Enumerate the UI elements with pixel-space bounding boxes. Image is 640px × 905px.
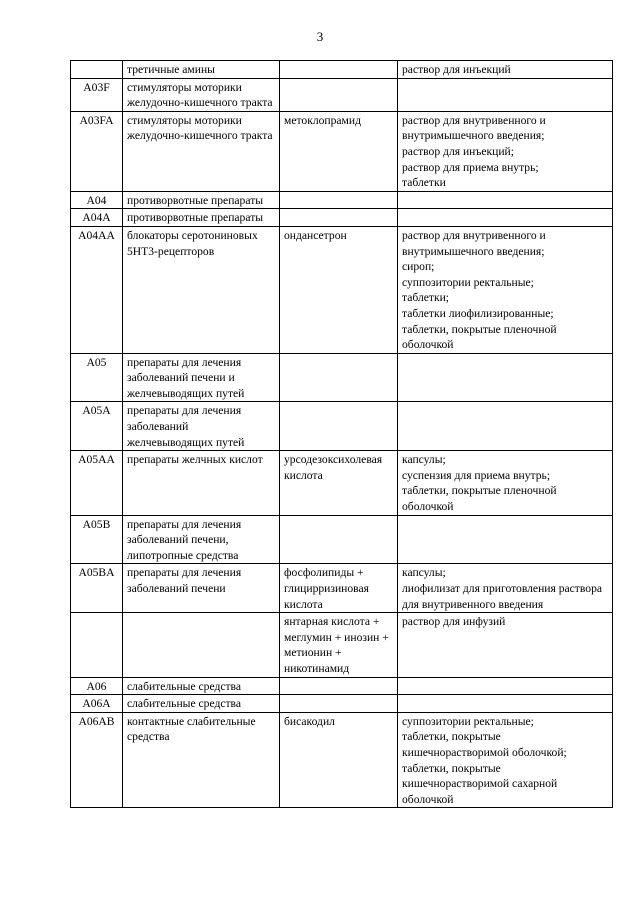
table-row [71,191,613,209]
medicinal-substance-cell [280,61,398,79]
anatomical-therapeutic-group-cell: препараты желчных кислот [123,451,280,515]
dosage-form-item: раствор для инфузий [402,615,506,629]
anatomical-therapeutic-group-cell [123,613,280,677]
dosage-forms-cell [398,613,613,677]
dosage-form-item: раствор для внутривенного и внутримышечного введения; [402,113,546,143]
anatomical-therapeutic-group-cell: стимуляторы моторики желудочно-кишечного тракта [123,111,280,191]
dosage-forms-cell [398,677,613,695]
table-body [71,61,613,808]
atc-code-cell [71,61,123,79]
anatomical-therapeutic-group-cell: слабительные средства [123,695,280,713]
dosage-form-item: капсулы; [402,566,446,580]
atc-code-cell: A03F [71,78,123,111]
anatomical-therapeutic-group-cell: противорвотные препараты [123,209,280,227]
table-row [71,695,613,713]
table-row [71,613,613,677]
dosage-forms-cell [398,226,613,353]
drug-classification-table [70,60,613,808]
anatomical-therapeutic-group-cell: препараты для лечения заболеваний печени и желчевыводящих путей [123,353,280,402]
atc-code-cell: A05B [71,515,123,564]
dosage-form-item: таблетки, покрытые кишечнорастворимой сахарной оболочкой [402,761,558,806]
anatomical-therapeutic-group-cell: препараты для лечения заболеваний печени, липотропные средства [123,515,280,564]
page-number: 3 [316,29,324,44]
dosage-form-item: раствор для внутривенного и внутримышечного введения; [402,228,546,258]
table-row [71,515,613,564]
atc-code-cell: A04A [71,209,123,227]
medicinal-substance-cell [280,78,398,111]
medicinal-substance-cell: ондансетрон [280,226,398,353]
table-row [71,451,613,515]
dosage-forms-cell [398,209,613,227]
table-row [71,712,613,808]
anatomical-therapeutic-group-cell: третичные амины [123,61,280,79]
atc-code-cell: A06 [71,677,123,695]
dosage-forms-cell [398,78,613,111]
medicinal-substance-cell [280,353,398,402]
medicinal-substance-cell [280,209,398,227]
anatomical-therapeutic-group-cell: слабительные средства [123,677,280,695]
dosage-forms-cell [398,712,613,808]
dosage-forms-cell [398,515,613,564]
anatomical-therapeutic-group-cell: противорвотные препараты [123,191,280,209]
dosage-form-item: таблетки, покрытые кишечнорастворимой оболочкой; [402,730,567,759]
dosage-forms-cell [398,111,613,191]
atc-code-cell: A05 [71,353,123,402]
table-row [71,61,613,79]
dosage-form-item: суппозитории ректальные; [402,275,534,289]
atc-code-cell: A04 [71,191,123,209]
dosage-form-item: раствор для инъекций [402,63,511,76]
dosage-form-item: суспензия для приема внутрь; [402,468,551,482]
table-row [71,78,613,111]
dosage-form-item: сироп; [402,260,435,274]
medicinal-substance-cell [280,695,398,713]
anatomical-therapeutic-group-cell: блокаторы серотониновых 5HT3-рецепторов [123,226,280,353]
atc-code-cell: A04AA [71,226,123,353]
table-row [71,226,613,353]
table-row [71,564,613,613]
dosage-forms-cell [398,564,613,613]
atc-code-cell: A03FA [71,111,123,191]
dosage-forms-cell [398,353,613,402]
table-row [71,209,613,227]
anatomical-therapeutic-group-cell: препараты для лечения заболеваний печени [123,564,280,613]
atc-code-cell: A05BA [71,564,123,613]
dosage-forms-cell [398,451,613,515]
dosage-forms-cell [398,402,613,451]
table-row [71,677,613,695]
atc-code-cell: A06AB [71,712,123,808]
dosage-form-item: таблетки [402,176,446,190]
medicinal-substance-cell [280,191,398,209]
table-row [71,111,613,191]
dosage-form-item: таблетки, покрытые пленочной оболочкой [402,484,557,514]
medicinal-substance-cell: бисакодил [280,712,398,808]
medicinal-substance-cell: метоклопрамид [280,111,398,191]
medicinal-substance-cell [280,677,398,695]
dosage-forms-cell [398,61,613,79]
table-row [71,402,613,451]
dosage-form-item: таблетки; [402,291,450,305]
anatomical-therapeutic-group-cell: контактные слабительные средства [123,712,280,808]
dosage-form-item: капсулы; [402,453,446,467]
dosage-form-item: таблетки лиофилизированные; [402,306,554,320]
medicinal-substance-cell [280,402,398,451]
anatomical-therapeutic-group-cell: препараты для лечения заболеваний желчевыводящих путей [123,402,280,451]
medicinal-substance-cell: урсодезоксихолевая кислота [280,451,398,515]
medicinal-substance-cell: фосфолипиды + глицирризиновая кислота [280,564,398,613]
dosage-form-item: раствор для инъекций; [402,144,514,158]
table-row [71,353,613,402]
anatomical-therapeutic-group-cell: стимуляторы моторики желудочно-кишечного тракта [123,78,280,111]
dosage-form-item: таблетки, покрытые пленочной оболочкой [402,322,557,352]
atc-code-cell: A05A [71,402,123,451]
dosage-forms-cell [398,191,613,209]
atc-code-cell [71,613,123,677]
dosage-form-item: раствор для приема внутрь; [402,160,539,174]
medicinal-substance-cell [280,515,398,564]
atc-code-cell: A06A [71,695,123,713]
dosage-forms-cell [398,695,613,713]
dosage-form-item: суппозитории ректальные; [402,714,534,728]
dosage-form-item: лиофилизат для приготовления раствора для внутривенного введения [402,582,603,611]
atc-code-cell: A05AA [71,451,123,515]
medicinal-substance-cell: янтарная кислота + меглумин + инозин + метионин + никотинамид [280,613,398,677]
